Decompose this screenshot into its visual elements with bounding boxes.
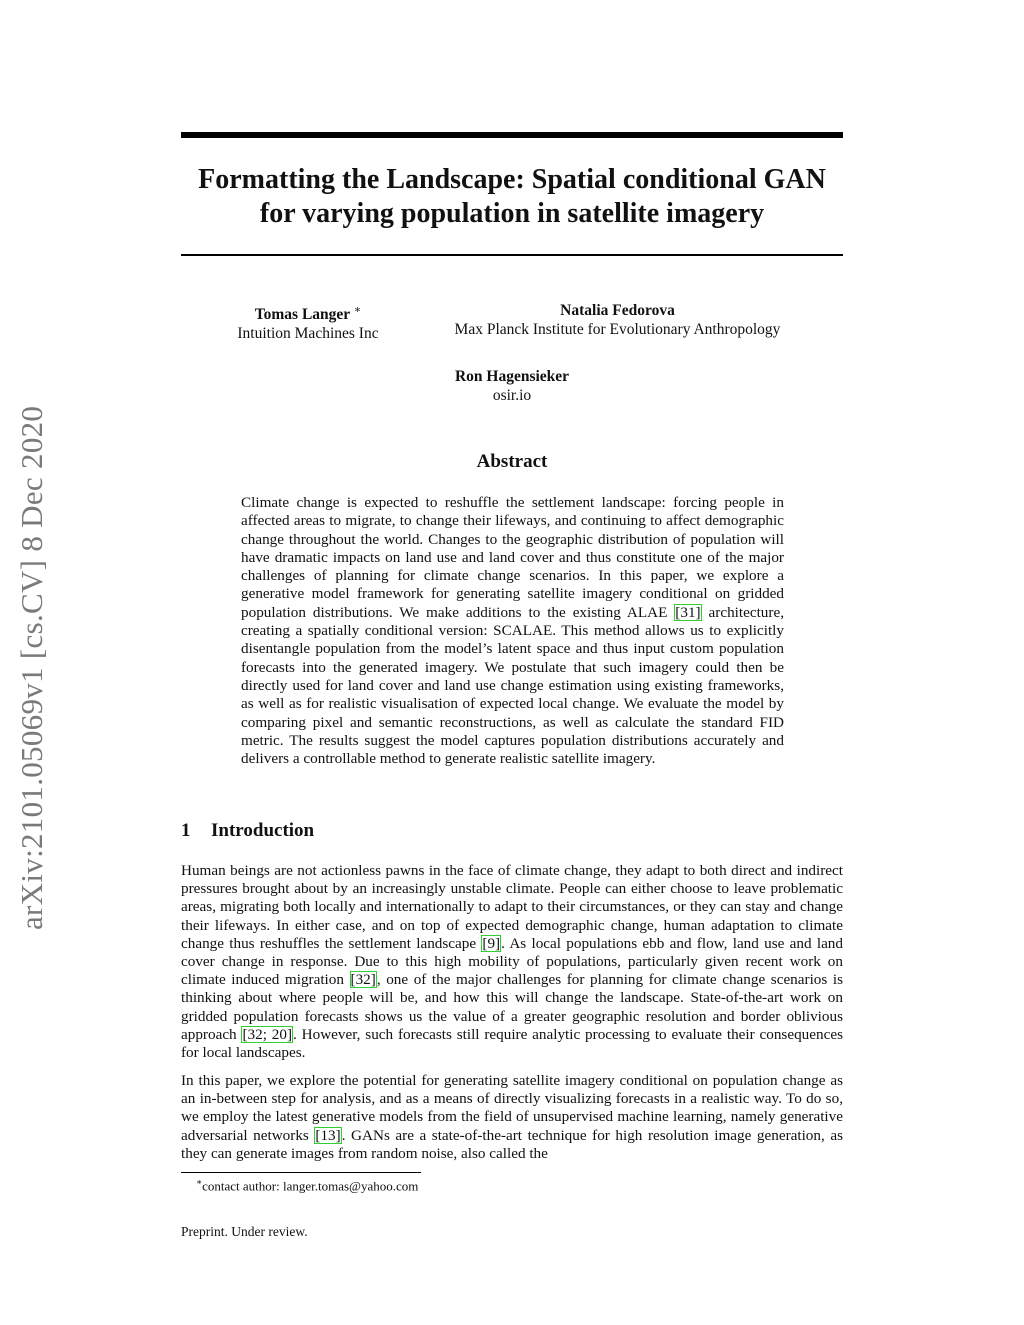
citation-link[interactable]: [31] bbox=[675, 603, 701, 621]
section-heading-introduction bbox=[181, 820, 314, 842]
abstract-heading: Abstract bbox=[476, 451, 548, 472]
title-line-1: Formatting the Landscape: Spatial conditional GAN bbox=[198, 164, 826, 195]
section-title: Introduction bbox=[211, 820, 315, 841]
author-affiliation-1: Intuition Machines Inc bbox=[237, 325, 379, 343]
author-name-1: Tomas Langer ∗ bbox=[254, 304, 362, 324]
intro-paragraph-1: Human beings are not actionless pawns in the face of climate change, they adapt to both direct and indirect pressures brought about by an increasingly unstable climate. People can either choose to leave problematic areas, migrating both locally and internationally to adapt to their circumstances, or they can stay and change their lifeways. In either case, and on top of expected demographic change, human adaptation to climate change thus reshuffles the settlement landscape [9]. As local populations ebb and flow, land use and land cover change in response. Due to this high mobility of populations, particularly given recent work on climate induced migration [32], one of the major challenges for planning for climate change scenarios is thinking about where people will be, and how this will change the landscape. State-of-the-art work on gridded population forecasts shows us the value of a greater geographic resolution and border oblivious approach [32; 20]. However, such forecasts still require analytic processing to evaluate their consequences for local landscapes. bbox=[181, 862, 843, 1062]
footnote-rule bbox=[181, 1172, 421, 1173]
author-block-1 bbox=[200, 301, 416, 343]
title-bottom-rule bbox=[181, 254, 843, 256]
abstract-body: Climate change is expected to reshuffle the settlement landscape: forcing people in affected areas to migrate, to change their lifeways, and continuing to affect demographic change throughout the world. Changes to the geographic distribution of population will have dramatic impacts on land use and land cover and thus constitute one of the major challenges of planning for climate change scenarios. In this paper, we explore a generative model framework for generating satellite imagery conditional on gridded population distributions. We make additions to the existing ALAE [31] architecture, creating a spatially conditional version: SCALAE. This method allows us to explicitly disentangle population from the model’s latent space and thus input custom population forecasts into the generated imagery. We postulate that such imagery could then be directly used for land cover and land use change estimation using existing frameworks, as well as for realistic visualisation of expected local change. We evaluate the model by comparing pixel and semantic reconstructions, as well as calculate the standard FID metric. The results suggest the model captures population distributions accurately and delivers a controllable method to generate realistic satellite imagery. bbox=[241, 494, 784, 768]
author-affiliation-3: osir.io bbox=[492, 387, 532, 404]
author-block-3 bbox=[412, 367, 612, 405]
citation-link[interactable]: [32; 20] bbox=[242, 1025, 293, 1043]
citation-link[interactable]: [32] bbox=[350, 971, 376, 989]
citation-link[interactable]: [9] bbox=[482, 934, 501, 952]
paper-title bbox=[181, 163, 843, 231]
title-top-rule bbox=[181, 132, 843, 138]
citation-link[interactable]: [13] bbox=[315, 1126, 341, 1144]
preprint-note: Preprint. Under review. bbox=[181, 1224, 308, 1239]
author-footnote-mark: ∗ bbox=[353, 304, 362, 316]
footnote bbox=[196, 1177, 418, 1194]
intro-paragraph-2: In this paper, we explore the potential for generating satellite imagery conditional on population change as an in-between step for analysis, and as a means of directly visualizing forecasts in a realistic way. To do so, we employ the latest generative models from the field of unsupervised machine learning, namely generative adversarial networks [13]. GANs are a state-of-the-art technique for high resolution image generation, as they can generate images from random noise, also called the bbox=[181, 1072, 843, 1162]
footnote-text: contact author: langer.tomas@yahoo.com bbox=[202, 1178, 419, 1194]
arxiv-identifier: arXiv:2101.05069v1 [cs.CV] 8 Dec 2020 bbox=[14, 405, 49, 930]
section-number: 1 bbox=[181, 820, 191, 841]
author-block-2 bbox=[430, 301, 805, 339]
author-affiliation-2: Max Planck Institute for Evolutionary Anthropology bbox=[454, 321, 781, 338]
author-name-2: Natalia Fedorova bbox=[560, 302, 675, 319]
footnote-mark: ∗ bbox=[196, 1177, 203, 1187]
author-name-3: Ron Hagensieker bbox=[454, 368, 570, 385]
title-line-2: for varying population in satellite imagery bbox=[259, 198, 765, 229]
